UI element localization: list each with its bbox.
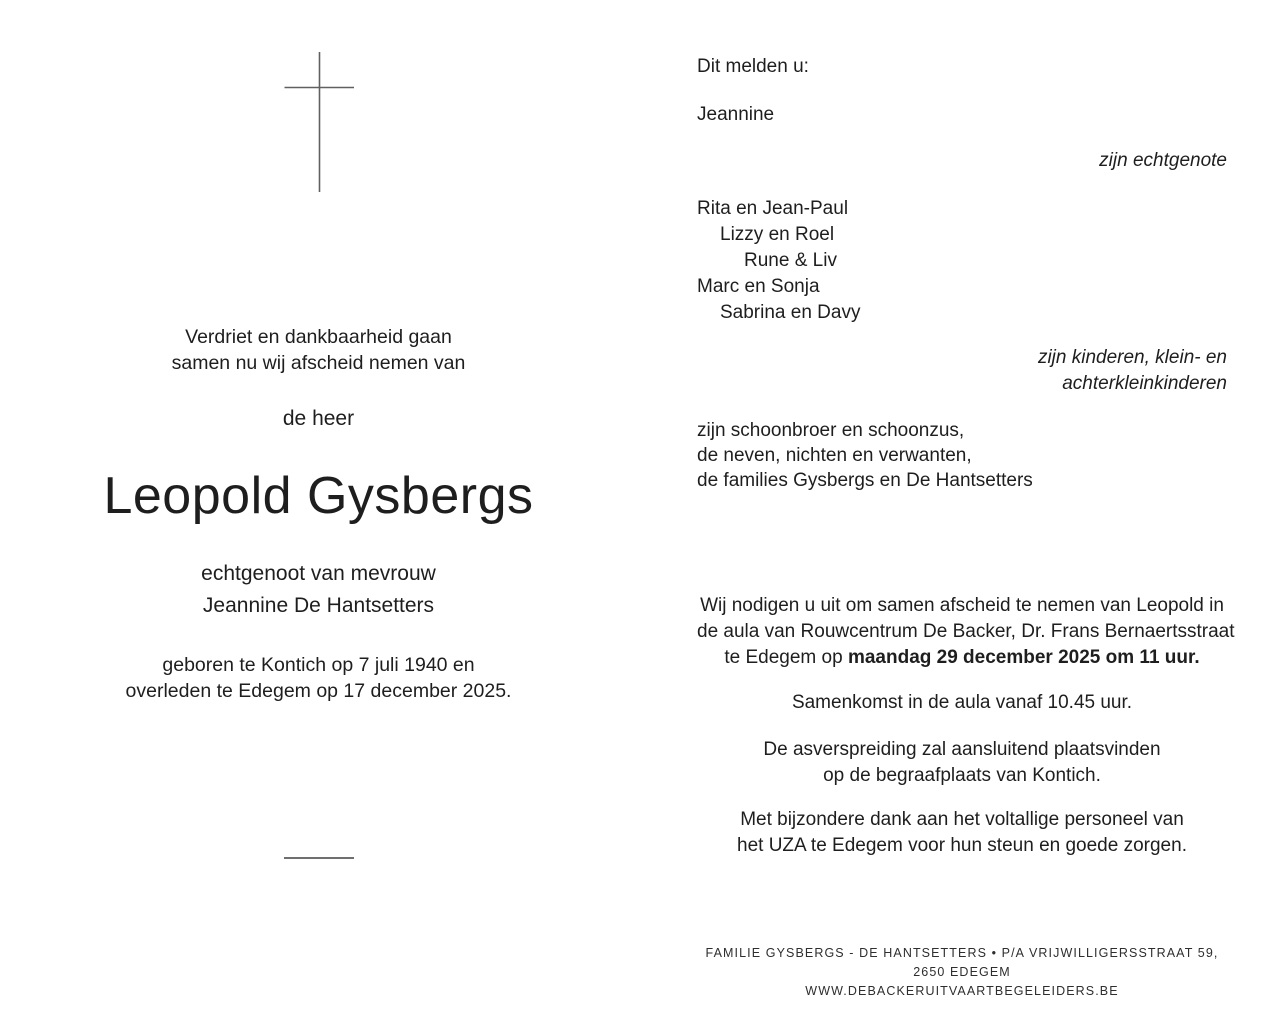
life-dates [0, 652, 637, 704]
children-relation [697, 345, 1227, 397]
spouse-name: Jeannine [697, 104, 775, 125]
list-item: Lizzy en Roel [720, 224, 835, 245]
spouse-relation: zijn echtgenote [1099, 150, 1227, 171]
invitation-text [697, 593, 1235, 671]
footer-family-address: FAMILIE GYSBERGS - DE HANTSETTERS • P/A VRIJWILLIGERSSTRAAT 59, 2650 EDEGEM [705, 946, 1219, 979]
list-item: Rita en Jean-Paul [697, 198, 849, 219]
memorial-cross-icon [280, 48, 360, 196]
death-line: overleden te Edegem op 17 december 2025. [125, 680, 512, 702]
invitation-line-2: de aula van Rouwcentrum De Backer, Dr. Frans Bernaertsstraat [697, 621, 1235, 642]
relatives-line-1: zijn schoonbroer en schoonzus, [697, 420, 965, 441]
ceremony-datetime: maandag 29 december 2025 om 11 uur. [847, 647, 1200, 668]
invitation-line-3-normal: te Edegem op [724, 647, 848, 668]
list-item: Rune & Liv [744, 250, 837, 271]
invitation-line-3 [697, 645, 1227, 671]
announcement-intro: Dit melden u: [697, 56, 809, 77]
intro-text [0, 324, 637, 376]
list-item: Marc en Sonja [697, 276, 820, 297]
children-relation-line-1: zijn kinderen, klein- en [1037, 347, 1227, 368]
ashes-line-1: De asverspreiding zal aansluitend plaatsvinden [763, 739, 1161, 760]
relatives-text [697, 418, 1227, 493]
footer [697, 944, 1227, 1001]
birth-line: geboren te Kontich op 7 juli 1940 en [162, 654, 475, 676]
relatives-line-2: de neven, nichten en verwanten, [697, 445, 972, 466]
intro-line-2: samen nu wij afscheid nemen van [171, 352, 466, 374]
thanks-line-2: het UZA te Edegem voor hun steun en goede zorgen. [737, 835, 1187, 856]
relatives-line-3: de families Gysbergs en De Hantsetters [697, 470, 1033, 491]
gathering-line: Samenkomst in de aula vanaf 10.45 uur. [791, 692, 1133, 713]
thanks-line-1: Met bijzondere dank aan het voltallige personeel van [740, 809, 1184, 830]
ashes-line-2: op de begraafplaats van Kontich. [823, 765, 1101, 786]
footer-website: WWW.DEBACKERUITVAARTBEGELEIDERS.BE [805, 984, 1119, 998]
list-item: Sabrina en Davy [720, 302, 861, 323]
deceased-name: Leopold Gysbergs [103, 467, 534, 525]
children-list [697, 196, 1227, 326]
intro-line-1: Verdriet en dankbaarheid gaan [185, 326, 452, 348]
ashes-text [697, 737, 1227, 789]
invitation-line-1: Wij nodigen u uit om samen afscheid te nemen van Leopold in [700, 595, 1224, 616]
spouse-text [0, 558, 637, 622]
children-relation-line-2: achterkleinkinderen [1062, 373, 1227, 394]
spouse-line-1: echtgenoot van mevrouw [201, 562, 436, 585]
spouse-line-2: Jeannine De Hantsetters [202, 594, 435, 617]
salutation: de heer [282, 407, 355, 430]
divider-line [284, 857, 354, 859]
thanks-text [697, 807, 1227, 859]
